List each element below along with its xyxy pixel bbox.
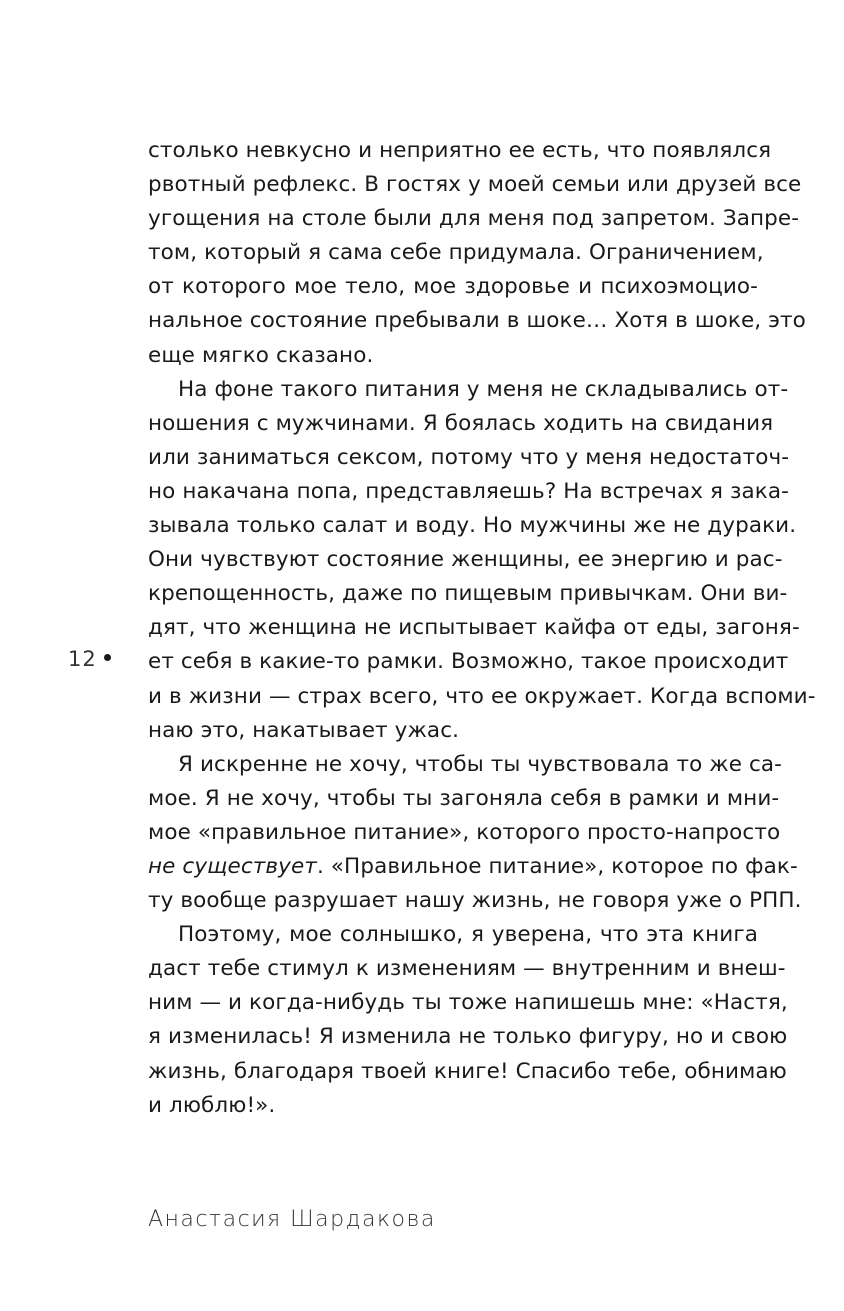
text-line: рвотный рефлекс. В гостях у моей семьи или друзей все xyxy=(148,172,802,198)
text-line: наю это, накатывает ужас. xyxy=(148,717,460,743)
text-line: На фоне такого питания у меня не складывались от- xyxy=(178,376,789,402)
text-line: ет себя в какие-то рамки. Возможно, такое происходит xyxy=(148,649,789,675)
text-line: даст тебе стимул к изменениям — внутренним и внеш- xyxy=(148,956,786,982)
text-line: Я искренне не хочу, чтобы ты чувствовала то же са- xyxy=(178,751,783,777)
bullet-icon xyxy=(104,654,111,661)
text-line: или заниматься сексом, потому что у меня недостаточ- xyxy=(148,444,790,470)
text-line: от которого мое тело, мое здоровье и психоэмоцио- xyxy=(148,274,758,300)
text-line: и люблю!». xyxy=(148,1092,276,1118)
text-line: мое «правильное питание», которого просто-напросто xyxy=(148,819,781,845)
running-footer-author: Анастасия Шардакова xyxy=(148,1207,436,1232)
text-line: крепощенность, даже по пищевым привычкам. Они ви- xyxy=(148,581,788,607)
text-line: но накачана попа, представляешь? На встречах я зака- xyxy=(148,478,789,504)
text-line: дят, что женщина не испытывает кайфа от еды, загоня- xyxy=(148,615,800,641)
text-line: зывала только салат и воду. Но мужчины же не дураки. xyxy=(148,513,797,539)
text-line: Они чувствуют состояние женщины, ее энергию и рас- xyxy=(148,547,783,573)
text-line: столько невкусно и неприятно ее есть, что появлялся xyxy=(148,138,772,163)
body-text xyxy=(148,134,816,1123)
text-line: нальное состояние пребывали в шоке… Хотя в шоке, это xyxy=(148,308,806,334)
text-line: ношения с мужчинами. Я боялась ходить на свидания xyxy=(148,410,774,436)
page-number: 12 xyxy=(68,647,97,671)
text-line: угощения на столе были для меня под запретом. Запре- xyxy=(148,206,800,232)
italic-phrase: не существует xyxy=(148,853,317,879)
text-line: ним — и когда-нибудь ты тоже напишешь мне: «Настя, xyxy=(148,990,788,1016)
text-line: и в жизни — страх всего, что ее окружает. Когда вспоми- xyxy=(148,683,816,709)
text-line: ту вообще разрушает нашу жизнь, не говоря уже о РПП. xyxy=(148,888,802,914)
text-line: еще мягко сказано. xyxy=(148,342,374,368)
line-rest: . «Правильное питание», которое по фак- xyxy=(316,853,798,879)
text-line: жизнь, благодаря твоей книге! Спасибо тебе, обнимаю xyxy=(148,1058,787,1084)
text-line: Поэтому, мое солнышко, я уверена, что эта книга xyxy=(178,922,758,948)
text-line: том, который я сама себе придумала. Ограничением, xyxy=(148,240,764,266)
text-line: я изменилась! Я изменила не только фигуру, но и свою xyxy=(148,1024,788,1050)
text-line: мое. Я не хочу, чтобы ты загоняла себя в рамки и мни- xyxy=(148,785,780,811)
text-line xyxy=(148,850,798,884)
